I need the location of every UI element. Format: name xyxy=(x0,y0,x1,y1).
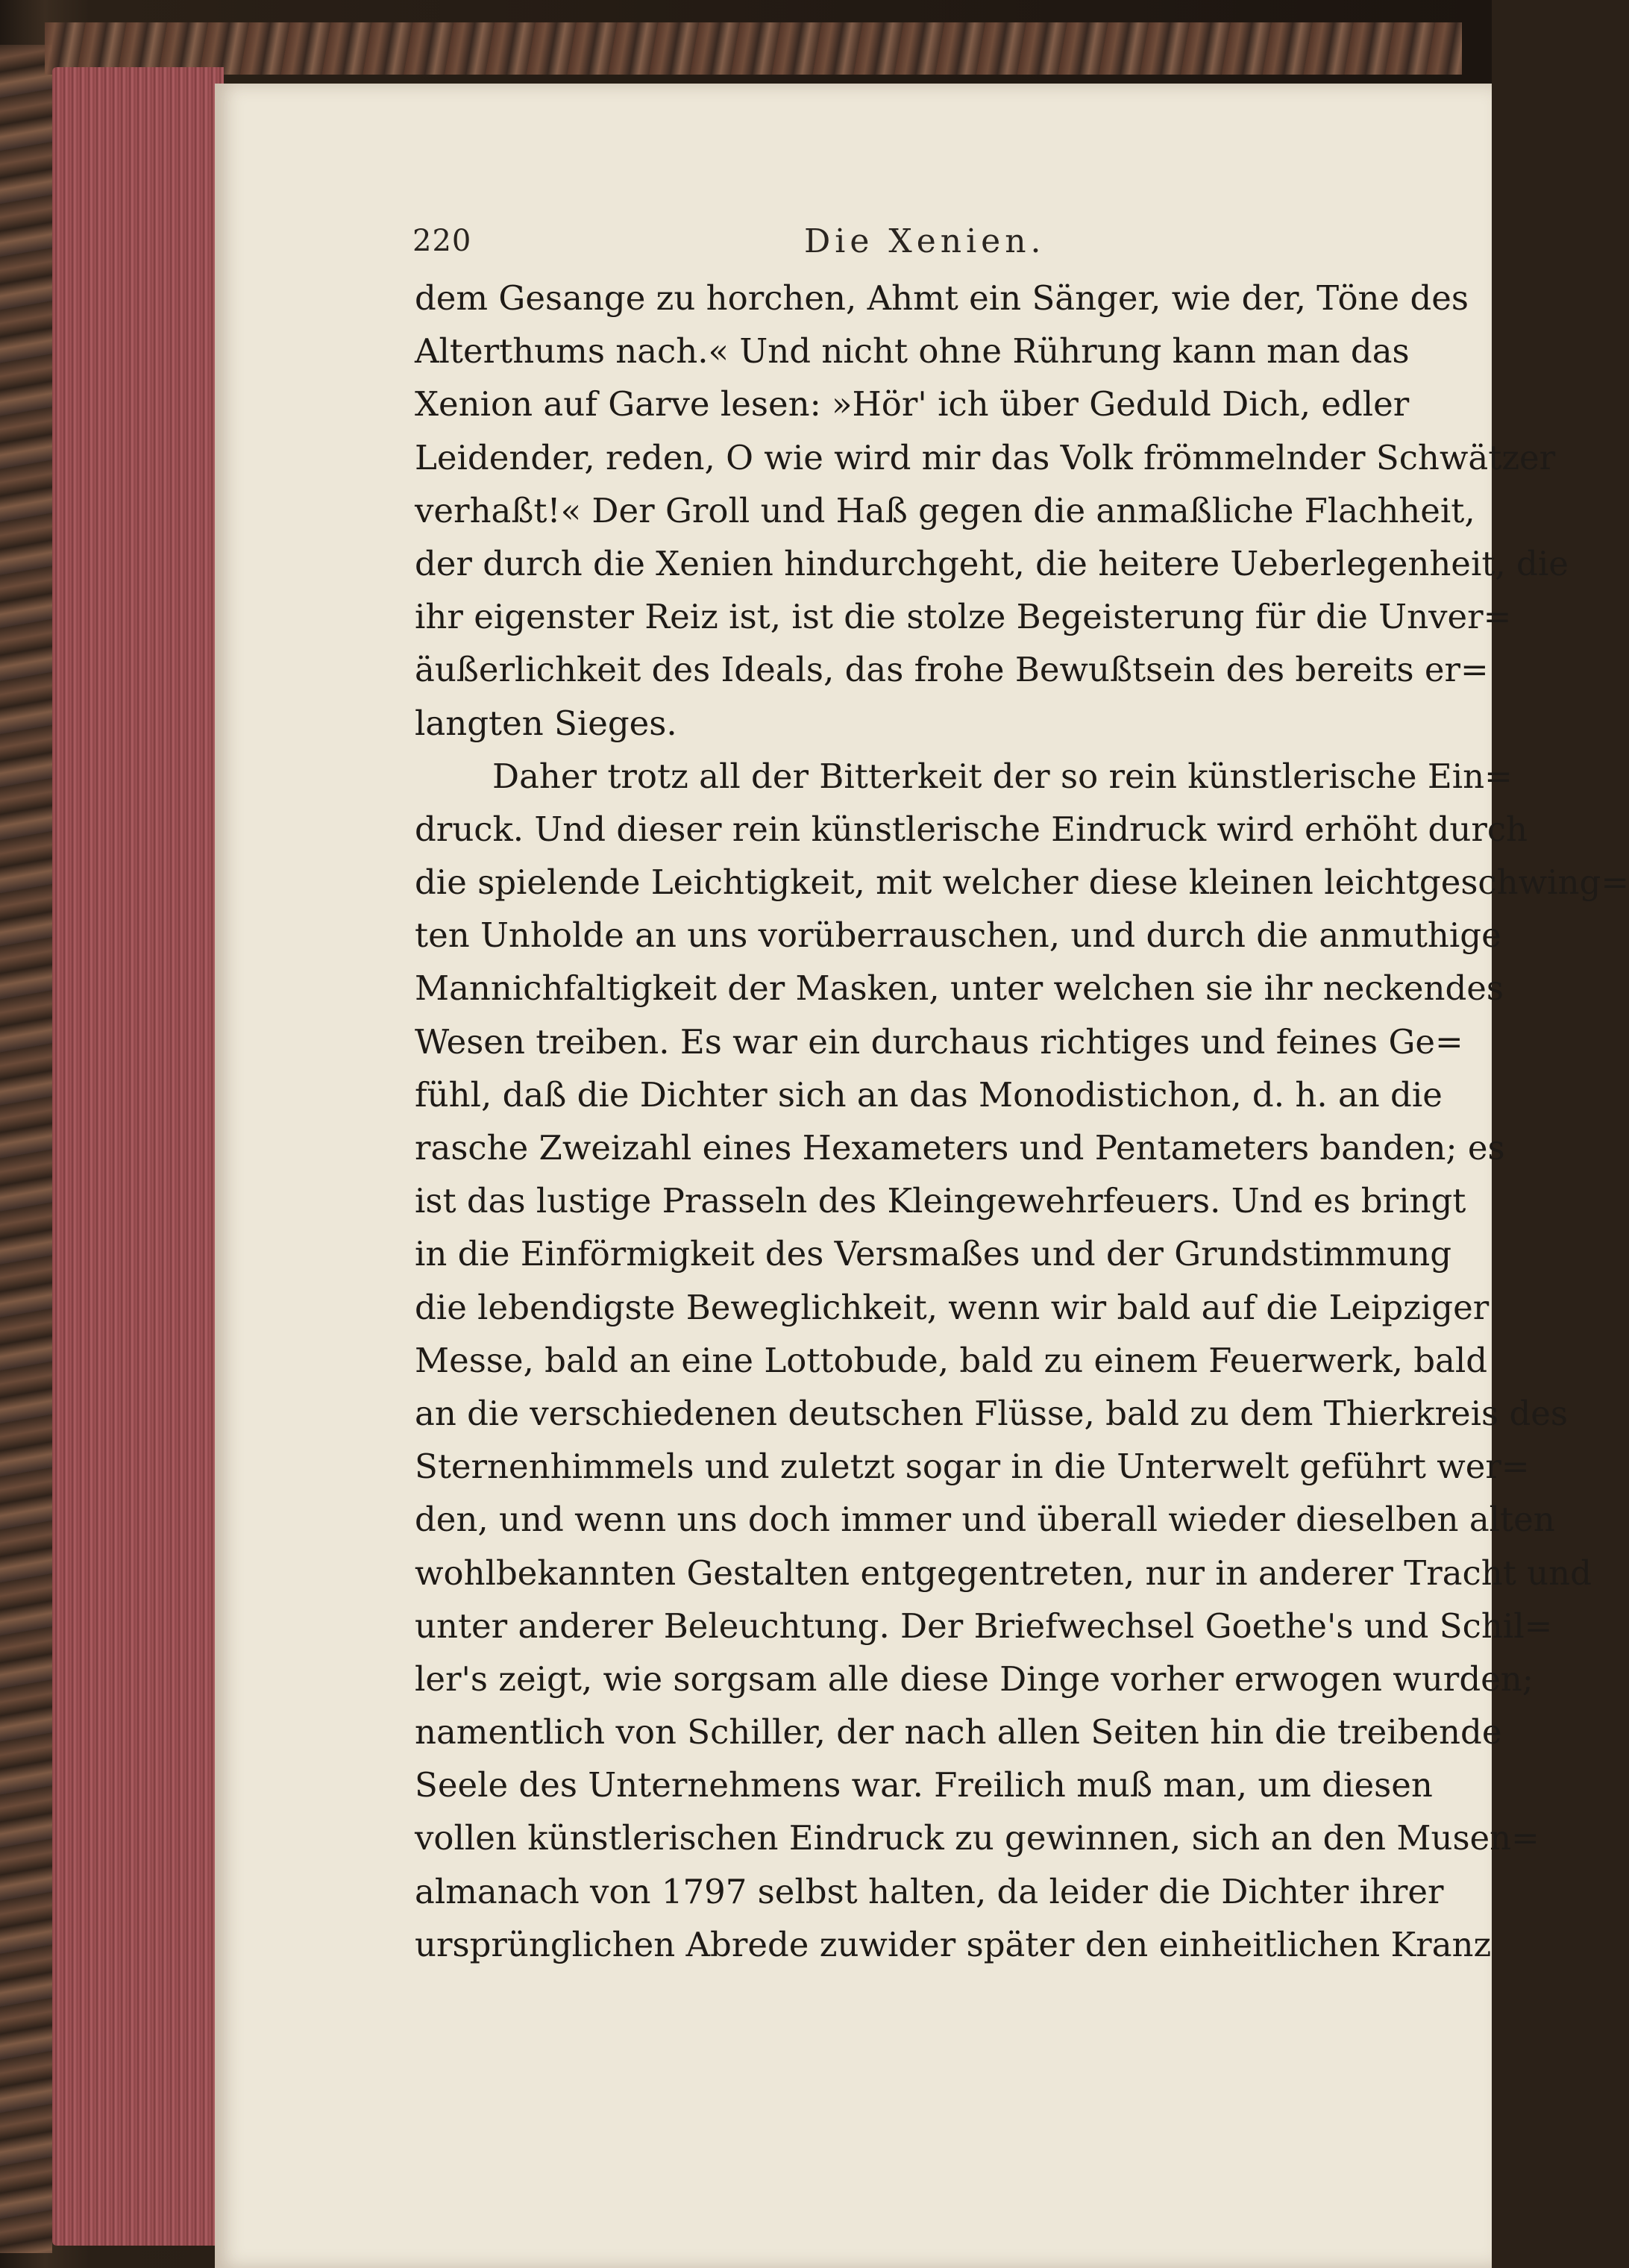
text-line: Seele des Unternehmens war. Freilich muß man, um diesen xyxy=(415,1765,1433,1805)
text-line: Wesen treiben. Es war ein durchaus richtiges und feines Ge= xyxy=(415,1021,1463,1062)
text-line: Leidender, reden, O wie wird mir das Volk frömmelnder Schwätzer xyxy=(415,437,1556,477)
text-line: verhaßt!« Der Groll und Haß gegen die anmaßliche Flachheit, xyxy=(415,490,1475,530)
book-page xyxy=(215,84,1629,2268)
text-line: äußerlichkeit des Ideals, das frohe Bewußtsein des bereits er= xyxy=(415,650,1489,690)
text-line: Xenion auf Garve lesen: »Hör' ich über Geduld Dich, edler xyxy=(415,384,1410,425)
text-line: vollen künstlerischen Eindruck zu gewinnen, sich an den Musen= xyxy=(415,1818,1539,1858)
text-line: ler's zeigt, wie sorgsam alle diese Dinge vorher erwogen wurden; xyxy=(415,1658,1534,1699)
text-line: ist das lustige Prasseln des Kleingewehrfeuers. Und es bringt xyxy=(415,1181,1466,1221)
text-line: rasche Zweizahl eines Hexameters und Pentameters banden; es xyxy=(415,1128,1505,1168)
text-line: fühl, daß die Dichter sich an das Monodistichon, d. h. an die xyxy=(415,1074,1443,1115)
text-line: Mannichfaltigkeit der Masken, unter welchen sie ihr neckendes xyxy=(415,968,1504,1009)
text-line: ten Unholde an uns vorüberrauschen, und durch die anmuthige xyxy=(415,915,1501,956)
text-line: langten Sieges. xyxy=(415,703,677,743)
text-line: Messe, bald an eine Lottobude, bald zu einem Feuerwerk, bald xyxy=(415,1340,1488,1380)
text-line: die spielende Leichtigkeit, mit welcher diese kleinen leichtgeschwing= xyxy=(415,862,1629,903)
text-line: in die Einförmigkeit des Versmaßes und der Grundstimmung xyxy=(415,1234,1452,1274)
text-line: den, und wenn uns doch immer und überall wieder dieselben alten xyxy=(415,1500,1555,1540)
text-line: Sternenhimmels und zuletzt sogar in die Unterwelt geführt wer= xyxy=(415,1447,1530,1487)
text-line: namentlich von Schiller, der nach allen Seiten hin die treibende xyxy=(415,1712,1502,1752)
page-block-edge xyxy=(52,67,224,2246)
text-line: wohlbekannten Gestalten entgegentreten, nur in anderer Tracht und xyxy=(415,1553,1592,1593)
text-line: die lebendigste Beweglichkeit, wenn wir bald auf die Leipziger xyxy=(415,1287,1490,1327)
text-line: Alterthums nach.« Und nicht ohne Rührung kann man das xyxy=(415,331,1410,372)
marbled-cover-edge-top xyxy=(45,22,1462,75)
text-line: almanach von 1797 selbst halten, da leider die Dichter ihrer xyxy=(415,1871,1444,1911)
running-head xyxy=(215,219,1492,264)
running-title: Die Xenien. xyxy=(804,222,1046,260)
text-line: druck. Und dieser rein künstlerische Eindruck wird erhöht durch xyxy=(415,809,1528,849)
text-line: der durch die Xenien hindurchgeht, die heitere Ueberlegenheit, die xyxy=(415,543,1569,583)
body-text xyxy=(415,272,1629,1971)
text-line: ursprünglichen Abrede zuwider später den einheitlichen Kranz xyxy=(415,1924,1492,1964)
text-line: ihr eigenster Reiz ist, ist die stolze Begeisterung für die Unver= xyxy=(415,597,1512,637)
marbled-cover-edge-left xyxy=(0,45,52,2253)
text-line: unter anderer Beleuchtung. Der Briefwechsel Goethe's und Schil= xyxy=(415,1606,1553,1646)
text-line: an die verschiedenen deutschen Flüsse, bald zu dem Thierkreis des xyxy=(415,1393,1568,1433)
text-line: dem Gesange zu horchen, Ahmt ein Sänger, wie der, Töne des xyxy=(415,278,1469,318)
paragraph-start-line: Daher trotz all der Bitterkeit der so rein künstlerische Ein= xyxy=(492,756,1513,796)
page-number: 220 xyxy=(412,224,472,258)
